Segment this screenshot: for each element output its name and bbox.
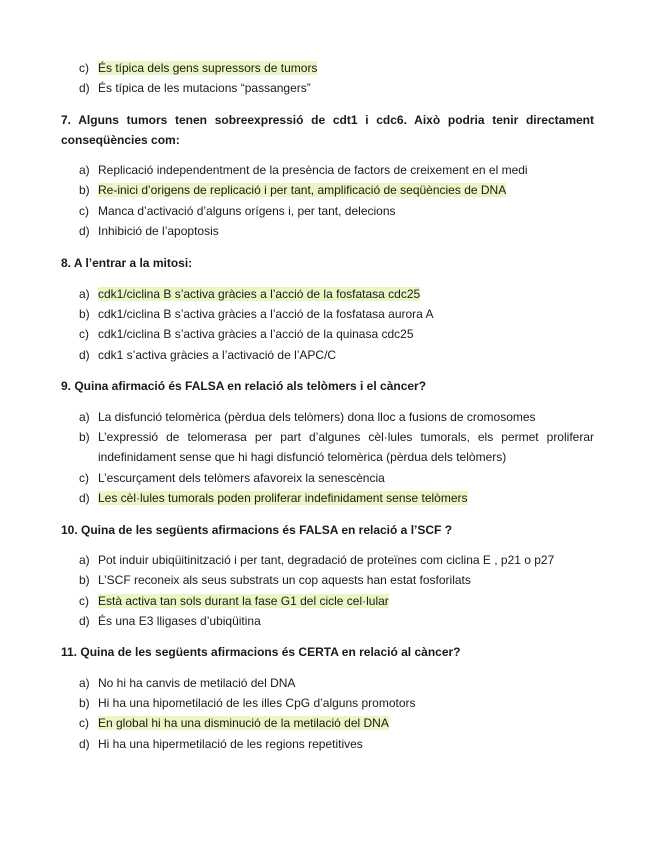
highlighted-answer: Està activa tan sols durant la fase G1 del cicle cel·lular — [98, 594, 389, 608]
question-8: 8. A l’entrar a la mitosi: — [61, 256, 193, 270]
question-9: 9. Quina afirmació és FALSA en relació als telòmers i el càncer? — [61, 379, 427, 393]
question-7: 7. Alguns tumors tenen sobreexpressió de cdt1 i cdc6. Això podria tenir directament conseqüències com: — [61, 113, 594, 147]
highlighted-answer: En global hi ha una disminució de la metilació del DNA — [98, 716, 389, 730]
document-page: c) És típica dels gens supressors de tumors d) És típica de les mutacions “passangers” 7. Alguns tumors tenen sobreexpressió de cdt1 i cdc6. Això podria tenir directament conseqüències com: a) Replicació independentment de la presència de factors de creixement en el medi b) Re-inici d’origens de replicació i per tant, amplificació de seqüències de DNA c) Manca d’activació d’alguns orígens i, per tant, delecions d) Inhibició de l’apoptosis 8. A l’entrar a la mitosi: a) cdk1/ciclina B s’activa gràcies a l’acció de la fosfatasa cdc25 b) cdk1/ciclina B s’activa gràcies a l’acció de la fosfatasa aurora A c) cdk1/ciclina B s’activa gràcies a l’acció de la quinasa cdc25 d) cdk1 s’activa gràcies a l’activació de l’APC/C 9. Quina afirmació és FALSA en relació als telòmers i el càncer? a) La disfunció telomèrica (pèrdua dels telòmers) dona lloc a fusions de cromosomes b) L’expressió de telomerasa per part d’algunes cèl·lules tumorals, els permet proliferar indefinidament sense que hi hagi disfunció telomèrica (pèrdua dels telòmers) c) L’escurçament dels telòmers afavoreix la senescència d) Les cèl·lules tumorals poden proliferar indefinidament sense telòmers 10. Quina de les següents afirmacions és FALSA en relació a l’SCF ? a) Pot induir ubiqüitinització i per tant, degradació de proteïnes com ciclina E , p21 o p27 b) L’SCF reconeix als seus substrats un cop aquests han estat fosforilats c) Està activa tan sols durant la fase G1 del cicle cel·lular d) És una E3 lligases d’ubiqüitina 11. Quina de les següents afirmacions és CERTA en relació al càncer? a) No hi ha canvis de metilació del DNA b) Hi ha una hipometilació de les illes CpG d’alguns promotors c) En global hi ha una disminució de la metilació del DNA d) Hi ha una hipermetilació de les regions repetitives — [61, 61, 594, 751]
highlighted-answer: Re-inici d’origens de replicació i per tant, amplificació de seqüències de DNA — [98, 183, 507, 197]
highlighted-answer: És típica dels gens supressors de tumors — [98, 61, 318, 75]
option-9b: b) L’expressió de telomerasa per part d’algunes cèl·lules tumorals, els permet proliferar indefinidament sense que hi hagi disfunció telomèrica (pèrdua dels telòmers) — [79, 430, 594, 464]
question-11: 11. Quina de les següents afirmacions és CERTA en relació al càncer? — [61, 645, 461, 659]
highlighted-answer: cdk1/ciclina B s’activa gràcies a l’acció de la fosfatasa cdc25 — [98, 287, 421, 301]
question-10: 10. Quina de les següents afirmacions és FALSA en relació a l’SCF ? — [61, 523, 453, 537]
highlighted-answer: Les cèl·lules tumorals poden proliferar indefinidament sense telòmers — [98, 491, 468, 505]
